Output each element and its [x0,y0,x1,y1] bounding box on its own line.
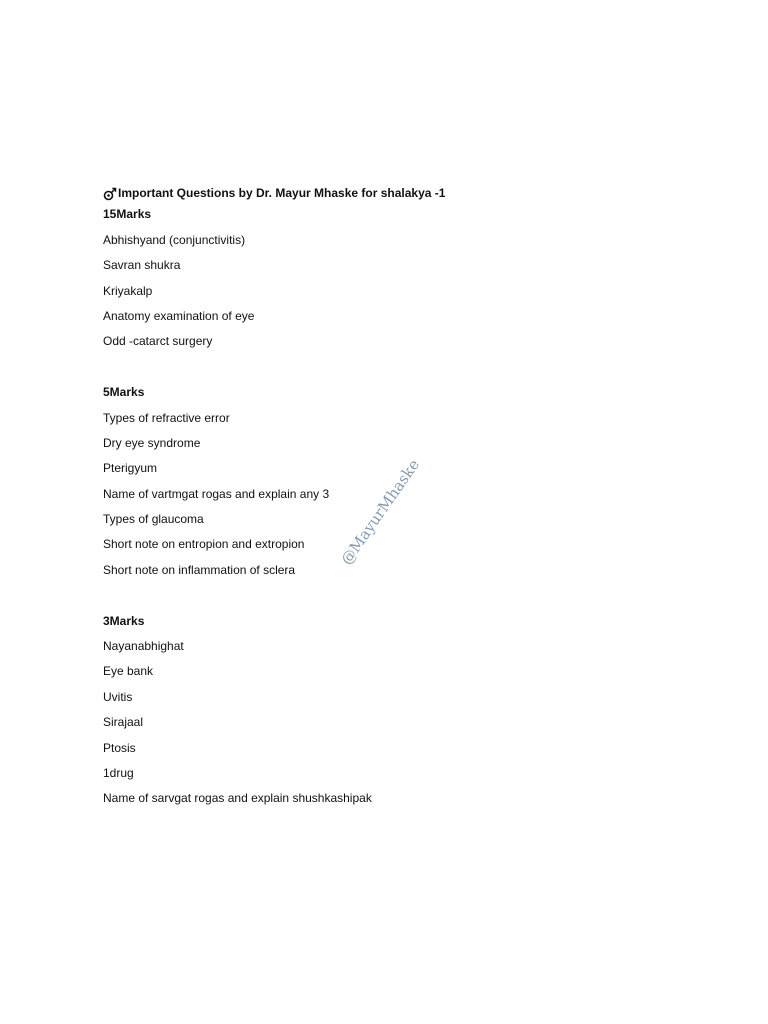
question-item: Short note on inflammation of sclera [103,562,296,577]
question-item: Name of vartmgat rogas and explain any 3 [103,486,330,501]
question-item: Kriyakalp [103,283,153,298]
document-title-text: Important Questions by Dr. Mayur Mhaske for shalakya -1 [118,185,446,200]
question-item: Abhishyand (conjunctivitis) [103,232,246,247]
question-item: 1drug [103,765,134,780]
question-item: Name of sarvgat rogas and explain shushkashipak [103,791,372,806]
question-item: Anatomy examination of eye [103,308,255,323]
question-item: Types of glaucoma [103,512,204,527]
question-item: Dry eye syndrome [103,435,201,450]
question-item: Short note on entropion and extropion [103,537,305,552]
watermark: @MayurMhaske [337,455,424,569]
question-item: Ptosis [103,740,136,755]
question-item: Savran shukra [103,258,181,273]
question-item: Odd -catarct surgery [103,334,213,349]
question-item: Uvitis [103,689,133,704]
section-15-marks [103,205,663,357]
question-item: Eye bank [103,664,154,679]
section-heading: 15Marks [103,207,152,222]
question-item: Pterigyum [103,461,158,476]
section-spacer [103,358,663,383]
section-3-marks [103,612,663,815]
male-symbol-icon [103,187,117,201]
question-item: Nayanabhighat [103,639,184,654]
section-5-marks [103,383,663,586]
section-heading: 3Marks [103,613,145,628]
document-title [103,180,663,205]
section-spacer [103,586,663,611]
question-item: Sirajaal [103,715,144,730]
section-heading: 5Marks [103,385,145,400]
question-item: Types of refractive error [103,410,230,425]
